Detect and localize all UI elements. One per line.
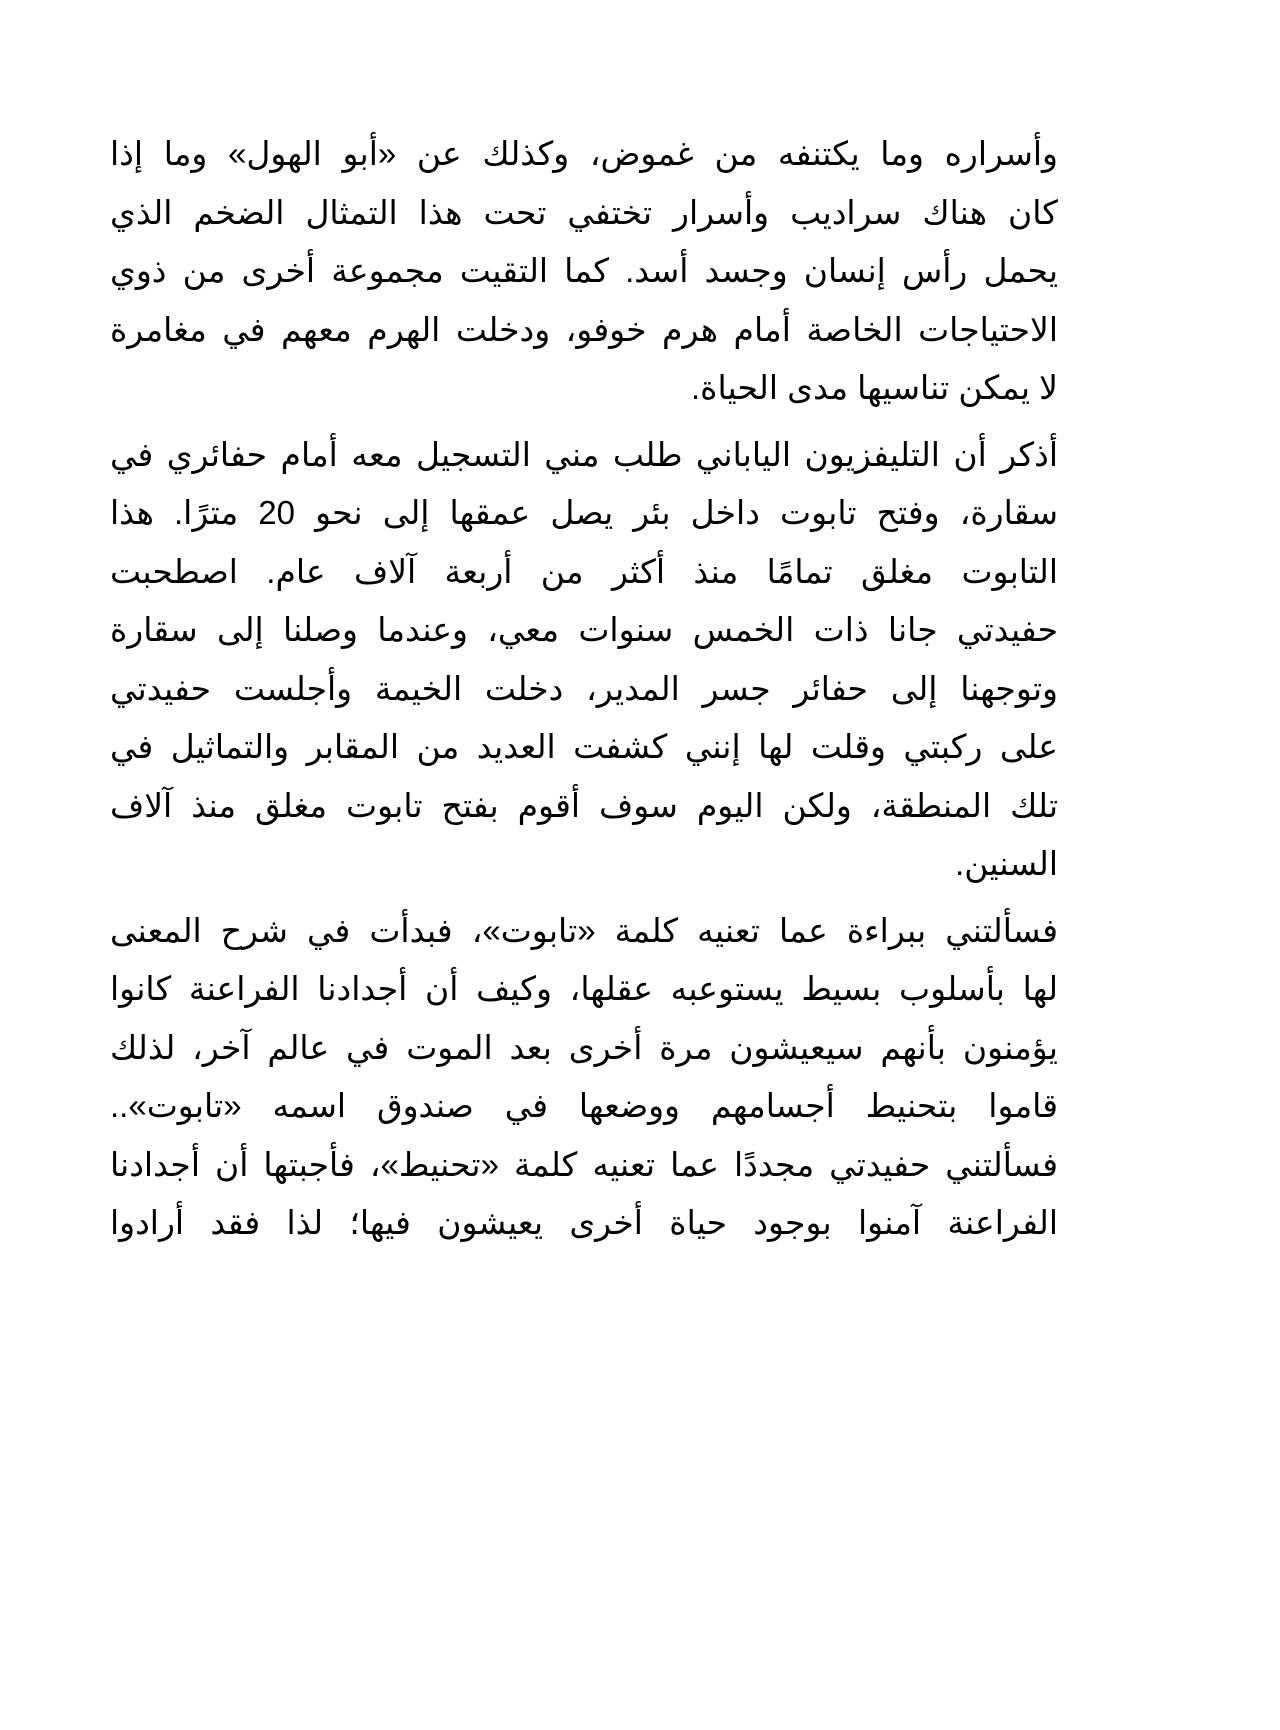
text-line: الفراعنة آمنوا بوجود حياة أخرى يعيشون فيها؛ لذا فقد أرادوا bbox=[110, 1204, 1058, 1241]
paragraph-1 bbox=[110, 128, 1058, 421]
text-line: تلك المنطقة، ولكن اليوم سوف أقوم بفتح تابوت مغلق منذ آلاف bbox=[110, 786, 1058, 824]
text-line: فسألتني ببراءة عما تعنيه كلمة «تابوت»، فبدأت في شرح المعنى bbox=[110, 911, 1058, 949]
text-line: لها بأسلوب بسيط يستوعبه عقلها، وكيف أن أجدادنا الفراعنة كانوا bbox=[110, 970, 1058, 1007]
text-line: حفيدتي جانا ذات الخمس سنوات معي، وعندما وصلنا إلى سقارة bbox=[110, 611, 1058, 648]
paragraph-3 bbox=[110, 905, 1058, 1256]
document-page bbox=[110, 128, 1058, 1264]
text-line: على ركبتي وقلت لها إنني كشفت العديد من المقابر والتماثيل في bbox=[110, 728, 1058, 765]
text-line: أذكر أن التليفزيون الياباني طلب مني التسجيل معه أمام حفائري في bbox=[110, 435, 1058, 473]
text-line: فسألتني حفيدتي مجددًا عما تعنيه كلمة «تحنيط»، فأجبتها أن أجدادنا bbox=[110, 1145, 1058, 1183]
text-line: وتوجهنا إلى حفائر جسر المدير، دخلت الخيمة وأجلست حفيدتي bbox=[110, 669, 1058, 707]
text-line: يؤمنون بأنهم سيعيشون مرة أخرى بعد الموت في عالم آخر، لذلك bbox=[110, 1028, 1058, 1066]
text-line: السنين. bbox=[955, 845, 1058, 882]
text-line: لا يمكن تناسيها مدى الحياة. bbox=[691, 369, 1058, 406]
text-line: يحمل رأس إنسان وجسد أسد. كما التقيت مجموعة أخرى من ذوي bbox=[110, 252, 1058, 289]
text-line: وأسراره وما يكتنفه من غموض، وكذلك عن «أبو الهول» وما إذا bbox=[110, 135, 1058, 172]
paragraph-2 bbox=[110, 429, 1058, 897]
text-line: التابوت مغلق تمامًا منذ أكثر من أربعة آلاف عام. اصطحبت bbox=[110, 552, 1058, 590]
text-line: الاحتياجات الخاصة أمام هرم خوفو، ودخلت الهرم معهم في مغامرة bbox=[110, 310, 1058, 348]
text-line: سقارة، وفتح تابوت داخل بئر يصل عمقها إلى نحو 20 مترًا. هذا bbox=[110, 494, 1058, 531]
text-line: كان هناك سراديب وأسرار تختفي تحت هذا التمثال الضخم الذي bbox=[110, 193, 1058, 231]
text-line: قاموا بتحنيط أجسامهم ووضعها في صندوق اسمه «تابوت».. bbox=[110, 1087, 1058, 1124]
